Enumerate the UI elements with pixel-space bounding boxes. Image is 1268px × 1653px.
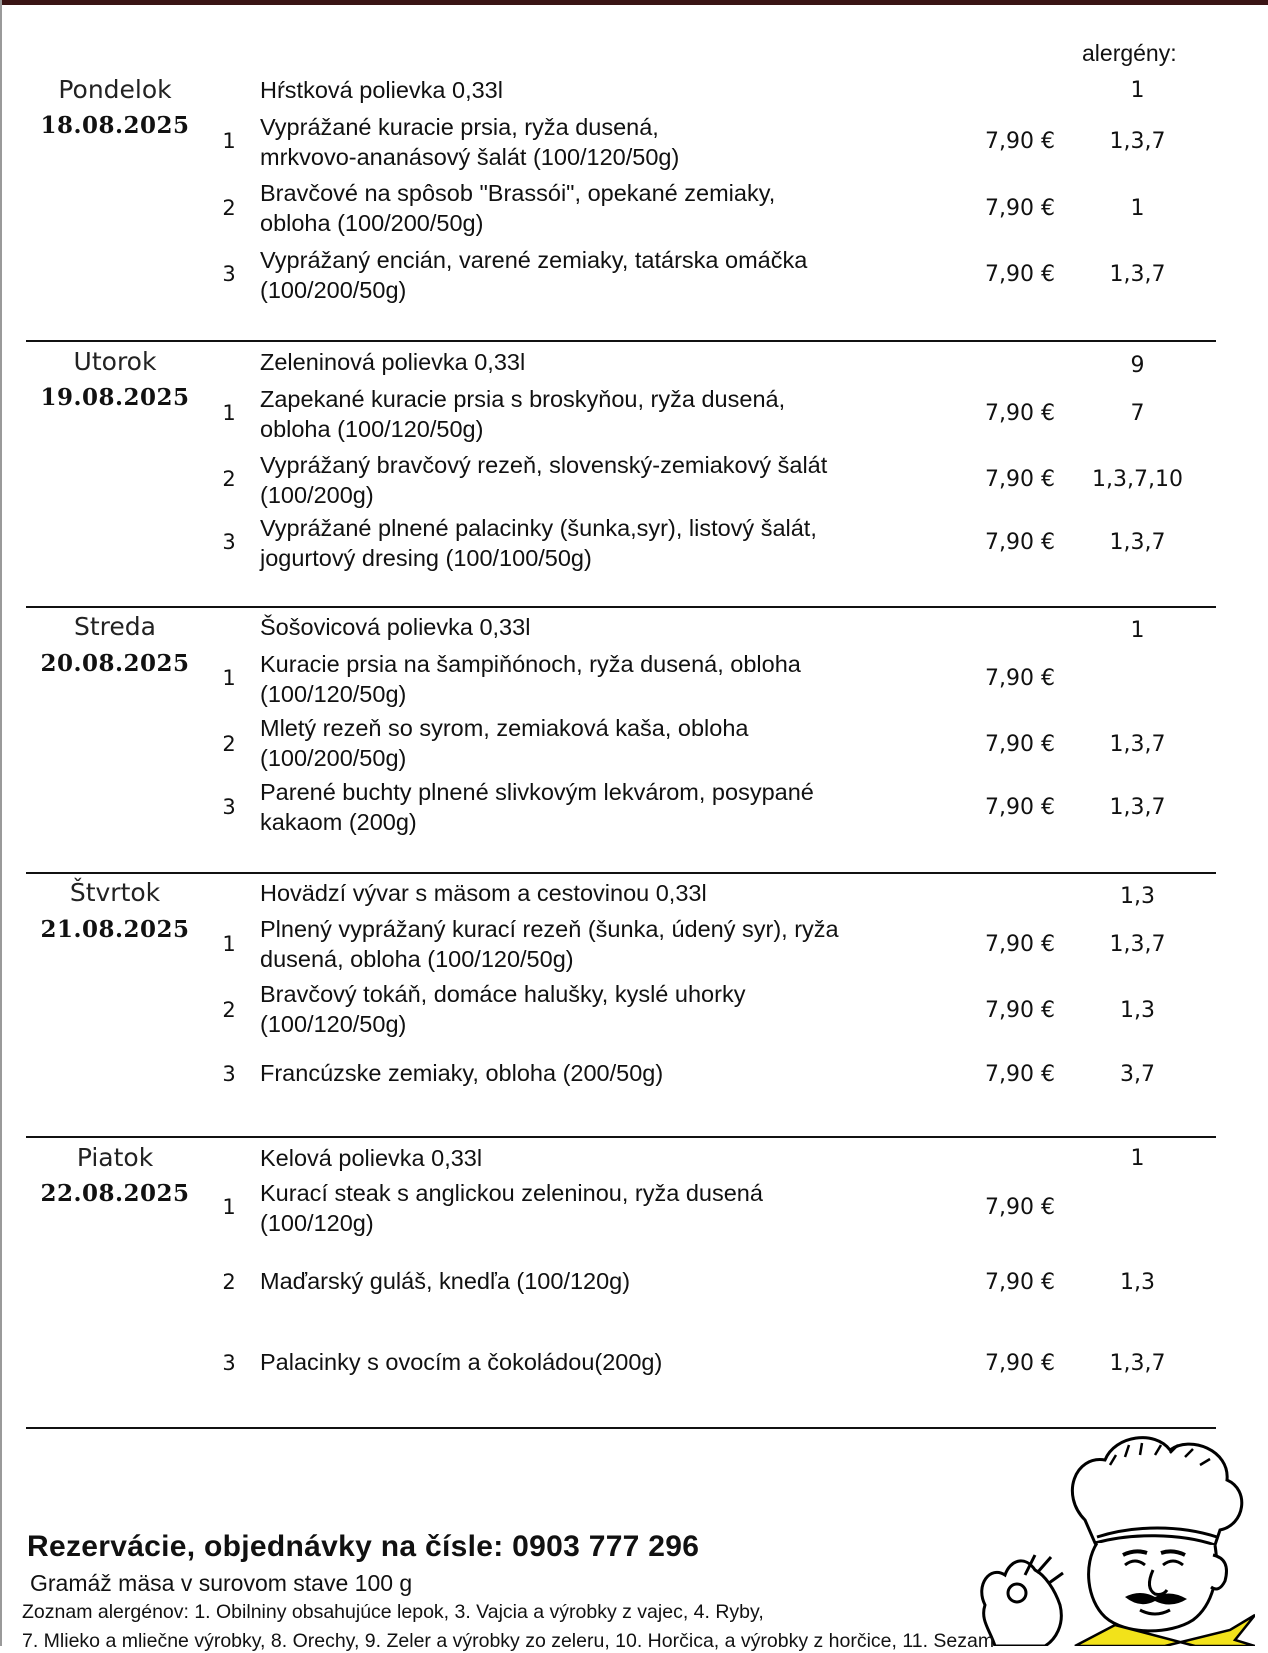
soup-name: Kelová polievka 0,33l <box>260 1145 483 1171</box>
meal-line: Mletý rezeň so syrom, zemiaková kaša, obloha <box>260 715 749 741</box>
meal-price: 7,90 € <box>985 1195 1055 1220</box>
meal-description <box>260 1178 960 1238</box>
day-date: 21.08.2025 <box>40 916 190 943</box>
meal-line: Kuracie prsia na šampiňónoch, ryža dusená, obloha <box>260 651 801 677</box>
meal-line: jogurtový dresing (100/100/50g) <box>260 545 592 571</box>
meal-number: 1 <box>222 1195 236 1219</box>
meal-price: 7,90 € <box>985 1351 1055 1376</box>
meal-price: 7,90 € <box>985 1062 1055 1087</box>
meal-price: 7,90 € <box>985 530 1055 555</box>
meal-number: 1 <box>222 932 236 956</box>
allergens: 1 <box>1130 196 1145 221</box>
meal-number: 2 <box>222 196 236 220</box>
meal-number: 2 <box>222 998 236 1022</box>
day-date: 19.08.2025 <box>40 384 190 411</box>
left-border <box>0 0 2 1646</box>
day-divider <box>26 606 1216 608</box>
meal-number: 3 <box>222 1062 236 1086</box>
meal-price: 7,90 € <box>985 795 1055 820</box>
day-divider <box>26 340 1216 342</box>
allergens: 9 <box>1130 353 1145 378</box>
meal-line: mrkvovo-ananásový šalát (100/120/50g) <box>260 144 680 170</box>
day-date: 18.08.2025 <box>40 112 190 139</box>
meal-description <box>260 450 960 510</box>
day-divider <box>26 872 1216 874</box>
meal-description <box>260 1347 960 1377</box>
meal-line: (100/200/50g) <box>260 277 407 303</box>
meal-line: (100/200/50g) <box>260 745 407 771</box>
meal-line: Plnený vyprážaný kurací rezeň (šunka, údený syr), ryža <box>260 916 839 942</box>
meal-price: 7,90 € <box>985 932 1055 957</box>
meal-line: Bravčové na spôsob "Brassói", opekané zemiaky, <box>260 180 776 206</box>
meal-description <box>260 713 960 773</box>
meal-line: Bravčový tokáň, domáce halušky, kyslé uhorky <box>260 981 746 1007</box>
meal-line: obloha (100/120/50g) <box>260 416 484 442</box>
meal-number: 1 <box>222 401 236 425</box>
meal-description <box>260 979 960 1039</box>
meal-description <box>260 914 960 974</box>
day-date: 20.08.2025 <box>40 650 190 677</box>
soup-name: Šošovicová polievka 0,33l <box>260 614 531 640</box>
meal-description <box>260 112 960 172</box>
meal-description <box>260 384 960 444</box>
meal-line: Kurací steak s anglickou zeleninou, ryža dusená <box>260 1180 763 1206</box>
meal-description <box>260 1058 960 1088</box>
allergens: 7 <box>1130 401 1145 426</box>
meal-line: Maďarský guláš, knedľa (100/120g) <box>260 1268 631 1294</box>
day-name: Pondelok <box>58 75 172 104</box>
meal-price: 7,90 € <box>985 666 1055 691</box>
meal-price: 7,90 € <box>985 467 1055 492</box>
day-name: Piatok <box>76 1143 154 1172</box>
day-name: Utorok <box>73 347 157 376</box>
meal-line: Zapekané kuracie prsia s broskyňou, ryža dusená, <box>260 386 786 412</box>
meal-description <box>260 649 960 709</box>
day-name: Streda <box>74 612 156 641</box>
meal-line: (100/200g) <box>260 482 374 508</box>
meal-number: 3 <box>222 262 236 286</box>
meal-description <box>260 245 960 305</box>
meal-price: 7,90 € <box>985 998 1055 1023</box>
allergens: 1,3,7 <box>1109 1351 1166 1376</box>
meal-line: (100/120/50g) <box>260 1011 407 1037</box>
day-date: 22.08.2025 <box>40 1180 190 1207</box>
meal-description <box>260 513 960 573</box>
allergens: 1,3,7 <box>1109 262 1166 287</box>
meal-line: Vyprážané plnené palacinky (šunka,syr), listový šalát, <box>260 515 817 541</box>
allergens: 1,3 <box>1120 998 1155 1023</box>
allergen-column-header: alergény: <box>1082 40 1177 66</box>
meal-price: 7,90 € <box>985 1270 1055 1295</box>
day-name: Štvrtok <box>69 878 161 907</box>
meal-price: 7,90 € <box>985 732 1055 757</box>
meal-line: Parené buchty plnené slivkovým lekvárom, posypané <box>260 779 814 805</box>
meal-number: 3 <box>222 1351 236 1375</box>
allergen-legend-line: Zoznam alergénov: 1. Obilniny obsahujúce lepok, 3. Vajcia a výrobky z vajec, 4. Ryby, <box>22 1601 764 1623</box>
allergens: 1 <box>1130 1146 1145 1171</box>
allergen-legend-line: 7. Mlieko a mliečne výrobky, 8. Orechy, 9. Zeler a výrobky zo zeleru, 10. Horčica, a výrobky z horčice, 11. Sezam <box>22 1630 995 1652</box>
meal-line: (100/120g) <box>260 1210 374 1236</box>
soup-name: Zeleninová polievka 0,33l <box>260 349 526 375</box>
meal-number: 1 <box>222 129 236 153</box>
allergens: 1 <box>1130 78 1145 103</box>
meal-line: kakaom (200g) <box>260 809 417 835</box>
meal-line: dusená, obloha (100/120/50g) <box>260 946 574 972</box>
meal-number: 2 <box>222 1270 236 1294</box>
meal-price: 7,90 € <box>985 262 1055 287</box>
reservation-phone: Rezervácie, objednávky na čísle: 0903 777 296 <box>27 1530 700 1563</box>
soup-name: Hŕstková polievka 0,33l <box>260 77 503 103</box>
allergens: 1 <box>1130 618 1145 643</box>
allergens: 1,3 <box>1120 1270 1155 1295</box>
meal-line: Palacinky s ovocím a čokoládou(200g) <box>260 1349 663 1375</box>
day-divider <box>26 1136 1216 1138</box>
meal-description <box>260 178 960 238</box>
meal-price: 7,90 € <box>985 129 1055 154</box>
meal-line: obloha (100/200/50g) <box>260 210 484 236</box>
meal-number: 1 <box>222 666 236 690</box>
allergens: 1,3,7 <box>1109 932 1166 957</box>
allergens: 1,3,7 <box>1109 129 1166 154</box>
allergens: 1,3,7,10 <box>1092 467 1183 492</box>
allergens: 1,3 <box>1120 884 1155 909</box>
allergens: 1,3,7 <box>1109 795 1166 820</box>
soup-name: Hovädzí vývar s mäsom a cestovinou 0,33l <box>260 880 707 906</box>
meal-line: Vyprážaný encián, varené zemiaky, tatárska omáčka <box>260 247 808 273</box>
chef-illustration-icon <box>965 1425 1255 1646</box>
meal-line: Francúzske zemiaky, obloha (200/50g) <box>260 1060 664 1086</box>
meal-description <box>260 1266 960 1296</box>
meal-price: 7,90 € <box>985 196 1055 221</box>
allergens: 1,3,7 <box>1109 530 1166 555</box>
meal-line: Vyprážané kuracie prsia, ryža dusená, <box>260 114 659 140</box>
top-border <box>0 0 1268 5</box>
meal-number: 3 <box>222 530 236 554</box>
meal-number: 2 <box>222 732 236 756</box>
allergens: 3,7 <box>1120 1062 1155 1087</box>
meal-price: 7,90 € <box>985 401 1055 426</box>
allergens: 1,3,7 <box>1109 732 1166 757</box>
meat-weight-note: Gramáž mäsa v surovom stave 100 g <box>30 1570 413 1596</box>
meal-number: 2 <box>222 467 236 491</box>
meal-description <box>260 777 960 837</box>
meal-number: 3 <box>222 795 236 819</box>
meal-line: Vyprážaný bravčový rezeň, slovenský-zemiakový šalát <box>260 452 828 478</box>
meal-line: (100/120/50g) <box>260 681 407 707</box>
